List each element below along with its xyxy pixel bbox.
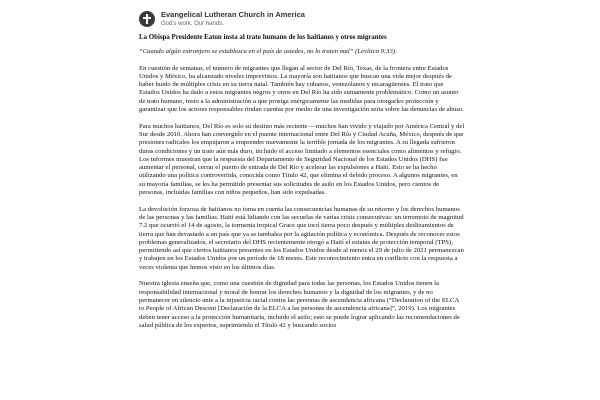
- paragraph-1: En cuestión de semanas, el número de migrantes que llegan al sector de Del Río, Texas, de la frontera entre Estados Unidos y México, ha alcanzado niveles imprevistos. La mayoría son haitianos que buscan una vida mejor después de haber huido de múltiples crisis en su tierra natal. También hay cubanos, venezolanos y nicaragüenses. El trato que Estados Unidos ha dado a estos migrantes negros y otros en Del Río ha sido sumamente problemático. Como un asunto de trato humano, insto a la administración a que prosiga enérgicamente las medidas para otorgarles protección y garantizar que los actores responsables rindan cuentas por medio de una investigación seria sobre las denuncias de abuso.: [139, 64, 464, 114]
- org-branding: [161, 11, 305, 27]
- org-name[interactable]: Evangelical Lutheran Church in America: [161, 10, 305, 20]
- elca-cross-logo-icon[interactable]: [139, 11, 155, 27]
- article-epigraph: “Cuando algún extranjero se establezca en el país de ustedes, no lo traten mal” (Levítico 9:33).: [139, 48, 397, 56]
- paragraph-2: Para muchos haitianos, Del Río es solo su destino más reciente —muchos han vivido y viajado por América Central y del Sur desde 2010. Ahora han convergido en el puente internacional entre Del Río y Ciudad Acuña, México, después de que presiones radicales los empujaron a emprender nuevamente la terrible jornada de los migrantes. A su llegada sufrieron duras condiciones y un trato aún más duro, incluido el acceso limitado a elementos esenciales como alimentos y refugio. Los informes muestran que la respuesta del Departamento de Seguridad Nacional de los Estados Unidos (DHS) fue aumentar el personal, cerrar el puerto de entrada de Del Río y acelerar las expulsiones a Haití. Esto se ha hecho utilizando una política controvertida, conocida como Título 42, que elimina el debido proceso. A algunos migrantes, en su mayoría familias, se les ha permitido presentar sus solicitudes de asilo en los Estados Unidos, pero cientos de personas, incluidas familias con niños pequeños, han sido expulsadas.: [139, 122, 465, 197]
- paragraph-3: La devolución forzosa de haitianos no toma en cuenta las consecuencias humanas de su retorno y los derechos humanos de las personas y las familias. Haití está lidiando con las secuelas de varias crisis consecutivas: un terremoto de magnitud 7.2 que ocurrió el 14 de agosto, la tormenta tropical Grace que tocó tierra poco después y múltiples deslizamientos de tierra que han devastado a un país que ya se tambalea por la agitación política y económica. Después de reconocer estos problemas generalizados, el secretario del DHS recientemente otorgó a Haití el estatus de protección temporal (TPS), permitiendo así que ciertos haitianos presentes en los Estados Unidos desde al menos el 29 de julio de 2021 permanezcan y trabajen en los Estados Unidos por un período de 18 meses. Este reconocimiento entra en conflicto con la respuesta a veces violenta que hemos visto en los últimos días.: [139, 205, 464, 271]
- article-title: La Obispa Presidente Eaton insta al trato humano de los haitianos y otros migrantes: [139, 34, 387, 41]
- org-tagline: God's work. Our hands.: [161, 20, 224, 27]
- paragraph-4: Nuestra iglesia enseña que, como una cuestión de dignidad para todas las personas, los Estados Unidos tienen la responsabilidad internacional y moral de honrar los derechos humanos y la dignidad de los migrantes, y de no permanecer en silencio ante a la injusticia racial contra las personas de ascendencia africana (“Declaration of the ELCA to People of African Descent [Declaración de la ELCA a las personas de ascendencia africana]”, 2019). Los migrantes deben tener acceso a la protección humanitaria, incluido el asilo; esto se puede lograr aplicando las recomendaciones de salud pública de los expertos, suprimiendo el Título 42 y buscando socios: [139, 280, 460, 329]
- site-header: [139, 8, 305, 30]
- article-body: [139, 34, 465, 338]
